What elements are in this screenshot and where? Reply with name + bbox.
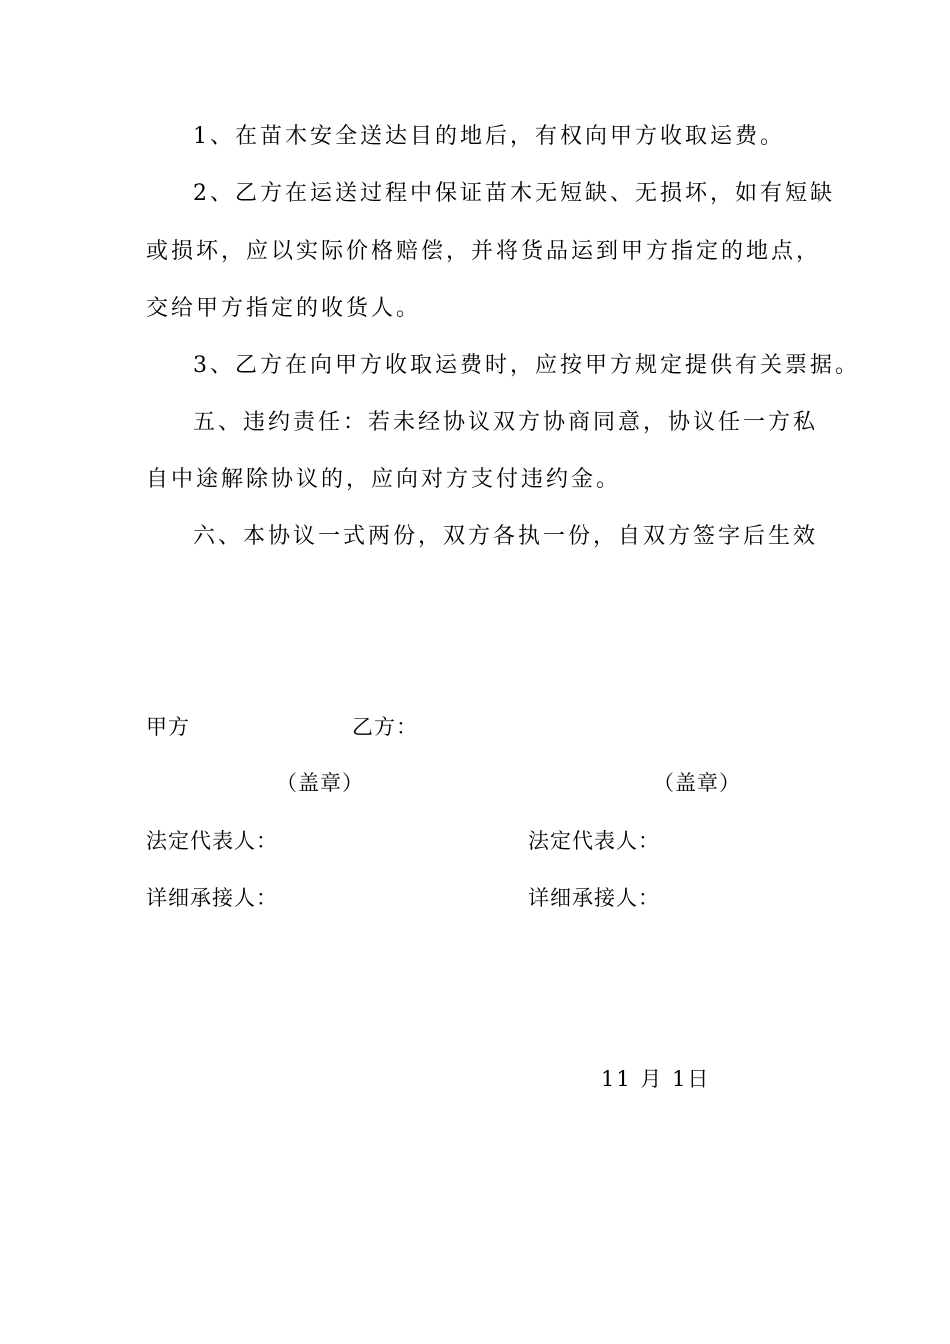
party-a-seal-label: （盖章） <box>276 771 364 795</box>
clause-2-line-1: 2、乙方在运送过程中保证苗木无短缺、无损坏，如有短缺 <box>193 181 835 206</box>
party-b-seal-label: （盖章） <box>653 771 741 795</box>
signing-date: 11 月 1日 <box>601 1067 711 1091</box>
party-a-legal-rep-label: 法定代表人： <box>146 829 278 853</box>
party-a-contact-label: 详细承接人： <box>146 886 278 910</box>
clause-1: 1、在苗木安全送达目的地后，有权向甲方收取运费。 <box>193 124 785 149</box>
clause-5-line-1: 五、违约责任：若未经协议双方协商同意，协议任一方私 <box>193 410 819 435</box>
clause-5-line-2: 自中途解除协议的，应向对方支付违约金。 <box>146 467 622 492</box>
clause-2-line-2: 或损坏，应以实际价格赔偿，并将货品运到甲方指定的地点， <box>146 239 822 264</box>
clause-6: 六、本协议一式两份，双方各执一份，自双方签字后生效 <box>193 524 819 549</box>
clause-2-line-3: 交给甲方指定的收货人。 <box>146 296 422 321</box>
party-b-contact-label: 详细承接人： <box>528 886 660 910</box>
party-b-legal-rep-label: 法定代表人： <box>528 829 660 853</box>
party-a-label: 甲方 <box>146 715 190 739</box>
clause-3: 3、乙方在向甲方收取运费时，应按甲方规定提供有关票据。 <box>193 353 860 378</box>
party-b-label: 乙方： <box>352 715 418 739</box>
